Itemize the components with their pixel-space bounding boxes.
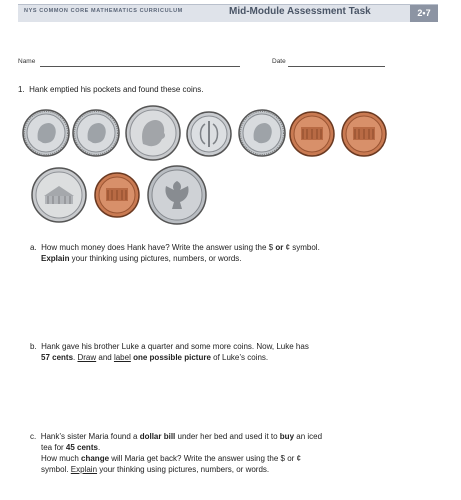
question-b-text: Hank gave his brother Luke a quarter and some more coins. Now, Luke has	[41, 342, 309, 351]
question-a	[30, 242, 320, 264]
question-c-text-6: How much	[41, 454, 82, 463]
question-c-change: change	[81, 454, 110, 463]
penny-coin	[93, 171, 141, 219]
question-c-explain: Explain	[70, 465, 98, 474]
question-c-text-1: Hank’s sister Maria found a	[40, 432, 140, 441]
penny-coin	[288, 110, 336, 158]
nickel-reverse-coin	[30, 166, 88, 224]
question-b	[30, 341, 309, 363]
question-c-amount: 45 cents	[65, 443, 98, 452]
dime-reverse-coin	[185, 110, 233, 158]
question-a-text: How much money does Hank have? Write the answer using the $	[41, 243, 276, 252]
question-a-letter: a.	[30, 243, 37, 252]
question-c-text-5: .	[97, 443, 101, 452]
question-c	[30, 431, 322, 475]
question-b-draw: Draw	[77, 353, 97, 362]
question-a-explain: Explain	[41, 254, 70, 263]
question-c-dollar-bill: dollar bill	[139, 432, 176, 441]
task-title: Mid-Module Assessment Task	[229, 6, 371, 17]
question-c-letter: c.	[30, 432, 37, 441]
question-c-text-7: will Maria get back? Write the answer using the $ or ¢	[109, 454, 301, 463]
date-label: Date	[272, 58, 286, 65]
question-1-number: 1.	[18, 85, 25, 94]
question-b-amount: 57 cents	[41, 353, 74, 362]
question-a-text-end: ¢ symbol.	[283, 243, 320, 252]
question-c-text-4: tea for	[41, 443, 66, 452]
question-b-punct: .	[73, 353, 78, 362]
page-header	[18, 4, 438, 22]
question-c-text-2: under her bed and used it to	[175, 432, 280, 441]
penny-coin	[340, 110, 388, 158]
question-c-buy: buy	[279, 432, 295, 441]
grade-module-badge: 2•7	[410, 5, 438, 22]
question-b-end: of Luke’s coins.	[210, 353, 269, 362]
date-field[interactable]	[288, 66, 385, 67]
question-b-letter: b.	[30, 342, 37, 351]
name-label: Name	[18, 58, 36, 65]
question-a-instruction: your thinking using pictures, numbers, or words.	[69, 254, 242, 263]
curriculum-label: NYS COMMON CORE MATHEMATICS CURRICULUM	[24, 8, 183, 14]
question-a-or: or	[275, 243, 284, 252]
dime-coin	[237, 108, 287, 158]
question-b-label: label	[113, 353, 131, 362]
nickel-coin	[124, 104, 182, 162]
dime-coin	[21, 108, 71, 158]
name-field[interactable]	[40, 66, 240, 67]
question-c-text-8: symbol.	[41, 465, 71, 474]
question-1-prompt: Hank emptied his pockets and found these coins.	[29, 85, 204, 94]
question-b-and: and	[96, 353, 114, 362]
dime-coin	[71, 108, 121, 158]
question-c-text-3: an iced	[294, 432, 323, 441]
question-1	[18, 84, 203, 95]
quarter-reverse-coin	[146, 164, 208, 226]
question-c-text-9: your thinking using pictures, numbers, or words.	[97, 465, 270, 474]
question-b-one-possible: one possible picture	[133, 353, 211, 362]
